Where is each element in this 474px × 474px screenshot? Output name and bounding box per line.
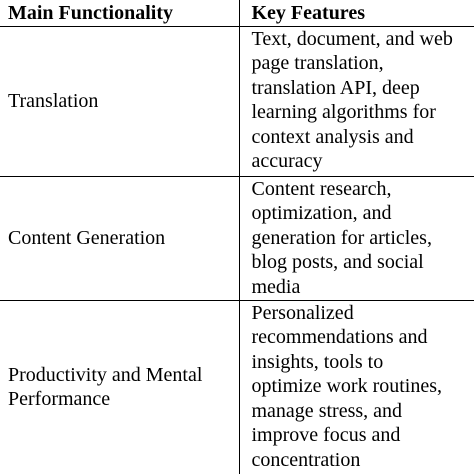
feature-line: learning algorithms for — [251, 101, 436, 123]
header-main-functionality: Main Functionality — [0, 0, 239, 26]
feature-line: media — [251, 275, 301, 298]
feature-line: page translation, — [251, 52, 384, 74]
features-cell — [239, 26, 474, 176]
table-row — [0, 26, 474, 176]
functionality-line: Performance — [8, 388, 111, 411]
functionality-line: Productivity and Mental — [8, 364, 203, 387]
functionality-cell: Translation — [0, 26, 239, 176]
feature-line: blog posts, and social — [251, 251, 424, 273]
features-cell — [239, 300, 474, 474]
feature-line: Text, document, and web — [251, 27, 453, 50]
feature-line: translation API, deep — [251, 76, 420, 99]
header-row — [0, 0, 474, 26]
feature-line: recommendations and — [251, 326, 428, 348]
features-cell — [239, 176, 474, 300]
table-row — [0, 300, 474, 474]
functionality-cell — [0, 300, 239, 474]
header-key-features: Key Features — [239, 0, 474, 26]
feature-line: optimize work routines, — [251, 375, 443, 397]
feature-line: Personalized — [251, 301, 354, 324]
table-row — [0, 176, 474, 300]
feature-line: improve focus and — [251, 424, 401, 446]
feature-line: manage stress, and — [251, 399, 403, 422]
feature-line: concentration — [251, 448, 361, 471]
feature-line: Content research, — [251, 177, 392, 200]
feature-line: insights, tools to — [251, 350, 384, 373]
feature-line: generation for articles, — [251, 226, 432, 249]
feature-line: optimization, and — [251, 202, 392, 224]
functionality-cell: Content Generation — [0, 176, 239, 300]
feature-line: context analysis and — [251, 125, 414, 148]
feature-line: accuracy — [251, 150, 323, 172]
